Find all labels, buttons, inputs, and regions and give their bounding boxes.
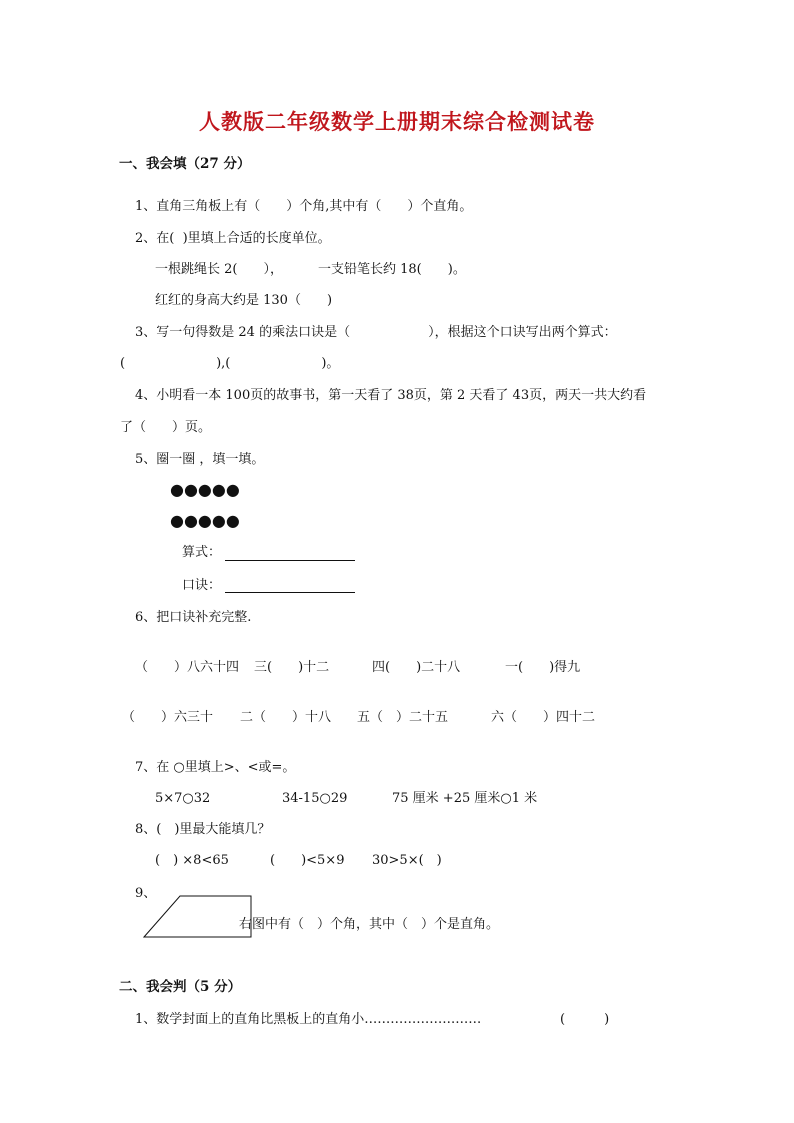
rhyme-item: 六（ ）四十二 — [491, 710, 596, 725]
rhyme-item: （ ）八六十四 — [135, 660, 240, 675]
section-heading-fill: 一、我会填（27 分） — [119, 156, 251, 172]
page-title: 人教版二年级数学上册期末综合检测试卷 — [199, 110, 595, 134]
formula-blank-line — [225, 560, 355, 561]
dot-row-2: ●●●●● — [170, 511, 240, 530]
compare-item: 75 厘米 +25 厘米○1 米 — [392, 791, 538, 806]
dot-row-1: ●●●●● — [170, 480, 240, 499]
max-fill-item: ( )<5×9 — [270, 853, 345, 868]
question-2: 2、在( )里填上合适的长度单位。 — [135, 231, 331, 246]
rhyme-item: 五（ ）二十五 — [357, 710, 449, 725]
max-fill-item: ( ) ×8<65 — [155, 853, 229, 868]
max-fill-item: 30>5×( ) — [372, 853, 442, 868]
question-2c: 红红的身高大约是 130（ ) — [155, 293, 333, 308]
formula-label: 算式： — [182, 545, 222, 560]
rhyme-item: （ ）六三十 — [122, 710, 214, 725]
judge-answer-paren: ( ) — [560, 1012, 610, 1027]
rhyme-item: 三( )十二 — [254, 660, 330, 675]
question-9-number: 9、 — [135, 886, 157, 901]
rhyme-item: 一( )得九 — [505, 660, 581, 675]
question-7: 7、在 ○里填上>、<或=。 — [135, 760, 296, 775]
question-6: 6、把口诀补充完整. — [135, 610, 252, 625]
judge-question-1: 1、数学封面上的直角比黑板上的直角小……………………… — [135, 1012, 482, 1027]
question-3-line1: 3、写一句得数是 24 的乘法口诀是（ ），根据这个口诀写出两个算式： — [135, 325, 617, 340]
question-4-line2: 了（ ）页。 — [120, 420, 212, 435]
question-8: 8、( )里最大能填几？ — [135, 822, 271, 837]
question-2a: 一根跳绳长 2( ）， — [155, 262, 283, 277]
question-4-line1: 4、小明看一本 100页的故事书，第一天看了 38页，第 2 天看了 43页，两天一共大约看 — [135, 388, 647, 403]
compare-item: 34-15○29 — [282, 791, 348, 806]
question-5: 5、圈一圈 ，填一填。 — [135, 452, 265, 467]
question-3-line2: ( ),( )。 — [120, 356, 340, 371]
question-2b: 一支铅笔长约 18( )。 — [318, 262, 466, 277]
rhyme-blank-line — [225, 592, 355, 593]
compare-item: 5×7○32 — [155, 791, 211, 806]
rhyme-item: 四( )二十八 — [372, 660, 461, 675]
question-1: 1、直角三角板上有（ ）个角,其中有（ ）个直角。 — [135, 199, 473, 214]
section-heading-judge: 二、我会判（5 分） — [119, 979, 242, 995]
rhyme-label: 口诀： — [182, 578, 222, 593]
rhyme-item: 二（ ）十八 — [240, 710, 332, 725]
question-9-text: 右图中有（ ）个角，其中（ ）个是直角。 — [239, 917, 500, 932]
trapezoid-shape — [144, 896, 251, 937]
